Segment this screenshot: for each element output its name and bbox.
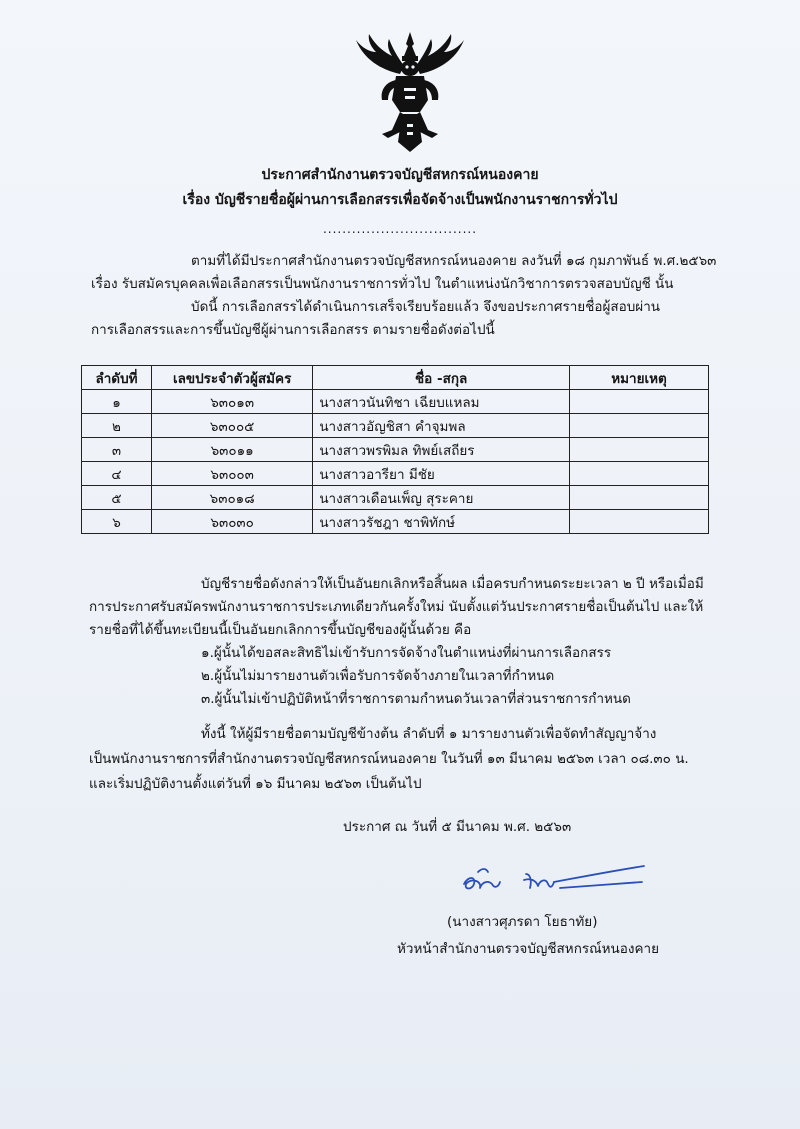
header-full-name: ชื่อ -สกุล [313, 366, 570, 390]
table-header-row [82, 366, 709, 390]
row-applicant-id: ๖๓๐๑๑ [152, 438, 313, 462]
row-remark [569, 486, 708, 510]
table-row [82, 414, 709, 438]
row-full-name: นางสาวนันทิชา เฉียบแหลม [313, 390, 570, 414]
report-line-1: ทั้งนี้ ให้ผู้มีรายชื่อตามบัญชีข้างต้น ลำดับที่ ๑ มารายงานตัวเพื่อจัดทำสัญญาจ้าง [201, 726, 657, 742]
report-line-3: และเริ่มปฏิบัติงานตั้งแต่วันที่ ๑๖ มีนาคม ๒๕๖๓ เป็นต้นไป [89, 776, 422, 792]
row-order: ๖ [82, 510, 152, 534]
row-applicant-id: ๖๓๐๑๓ [152, 390, 313, 414]
table-row [82, 486, 709, 510]
row-remark [569, 510, 708, 534]
row-remark [569, 462, 708, 486]
row-remark [569, 414, 708, 438]
header-remark: หมายเหตุ [569, 366, 708, 390]
intro-line-2: เรื่อง รับสมัครบุคคลเพื่อเลือกสรรเป็นพนักงานราชการทั่วไป ในตำแหน่งนักวิชาการตรวจสอบบัญชี นั้น [91, 276, 674, 292]
condition-item: ๒.ผู้นั้นไม่มารายงานตัวเพื่อรับการจัดจ้างภายในเวลาที่กำหนด [201, 668, 555, 684]
garuda-emblem-icon [352, 30, 468, 154]
row-full-name: นางสาวอารียา มีชัย [313, 462, 570, 486]
condition-item: ๑.ผู้นั้นได้ขอสละสิทธิไม่เข้ารับการจัดจ้างในตำแหน่งที่ผ่านการเลือกสรร [201, 645, 612, 661]
row-full-name: นางสาวเดือนเพ็ญ สุระคาย [313, 486, 570, 510]
header-applicant-id: เลขประจำตัวผู้สมัคร [152, 366, 313, 390]
row-order: ๓ [82, 438, 152, 462]
table-row [82, 462, 709, 486]
announcement-title: ประกาศสำนักงานตรวจบัญชีสหกรณ์หนองคาย [261, 167, 539, 183]
row-remark [569, 390, 708, 414]
intro-line-4: การเลือกสรรและการขึ้นบัญชีผู้ผ่านการเลือกสรร ตามรายชื่อดังต่อไปนี้ [91, 322, 495, 338]
intro-line-1: ตามที่ได้มีประกาศสำนักงานตรวจบัญชีสหกรณ์หนองคาย ลงวันที่ ๑๘ กุมภาพันธ์ พ.ศ.๒๕๖๓ [191, 253, 717, 269]
header-order: ลำดับที่ [82, 366, 152, 390]
row-remark [569, 438, 708, 462]
row-order: ๑ [82, 390, 152, 414]
announcement-subject: เรื่อง บัญชีรายชื่อผู้ผ่านการเลือกสรรเพื่อจัดจ้างเป็นพนักงานราชการทั่วไป [182, 192, 618, 208]
row-applicant-id: ๖๓๐๓๐ [152, 510, 313, 534]
condition-item: ๓.ผู้นั้นไม่เข้าปฏิบัติหน้าที่ราชการตามกำหนดวันเวลาที่ส่วนราชการกำหนด [201, 691, 631, 707]
row-applicant-id: ๖๓๐๐๓ [152, 462, 313, 486]
row-applicant-id: ๖๓๐๑๘ [152, 486, 313, 510]
row-order: ๒ [82, 414, 152, 438]
row-order: ๕ [82, 486, 152, 510]
validity-line-3: รายชื่อที่ได้ขึ้นทะเบียนนี้เป็นอันยกเลิกการขึ้นบัญชีของผู้นั้นด้วย คือ [89, 622, 472, 638]
row-applicant-id: ๖๓๐๐๕ [152, 414, 313, 438]
report-line-2: เป็นพนักงานราชการที่สำนักงานตรวจบัญชีสหกรณ์หนองคาย ในวันที่ ๑๓ มีนาคม ๒๕๖๓ เวลา ๐๘.๓๐ น. [89, 751, 689, 767]
title-separator: ................................ [322, 222, 478, 236]
row-full-name: นางสาวรัชฎา ชาพิทักษ์ [313, 510, 570, 534]
announcement-date: ประกาศ ณ วันที่ ๕ มีนาคม พ.ศ. ๒๕๖๓ [343, 819, 572, 835]
intro-line-3: บัดนี้ การเลือกสรรได้ดำเนินการเสร็จเรียบร้อยแล้ว จึงขอประกาศรายชื่อผู้สอบผ่าน [191, 299, 661, 315]
signature-icon [456, 858, 656, 900]
table-row [82, 438, 709, 462]
row-full-name: นางสาวพรพิมล ทิพย์เสถียร [313, 438, 570, 462]
signer-name: (นางสาวศุภรดา โยธาทัย) [447, 914, 598, 930]
signer-position: หัวหน้าสำนักงานตรวจบัญชีสหกรณ์หนองคาย [397, 941, 659, 957]
validity-line-1: บัญชีรายชื่อดังกล่าวให้เป็นอันยกเลิกหรือสิ้นผล เมื่อครบกำหนดระยะเวลา ๒ ปี หรือเมื่อมี [201, 576, 704, 592]
row-full-name: นางสาวอัญชิสา คำจุมพล [313, 414, 570, 438]
validity-line-2: การประกาศรับสมัครพนักงานราชการประเภทเดียวกันครั้งใหม่ นับตั้งแต่วันประกาศรายชื่อเป็นต้นไป และให้ [89, 599, 704, 615]
row-order: ๔ [82, 462, 152, 486]
table-row [82, 390, 709, 414]
passed-candidates-table [81, 365, 709, 534]
table-row [82, 510, 709, 534]
